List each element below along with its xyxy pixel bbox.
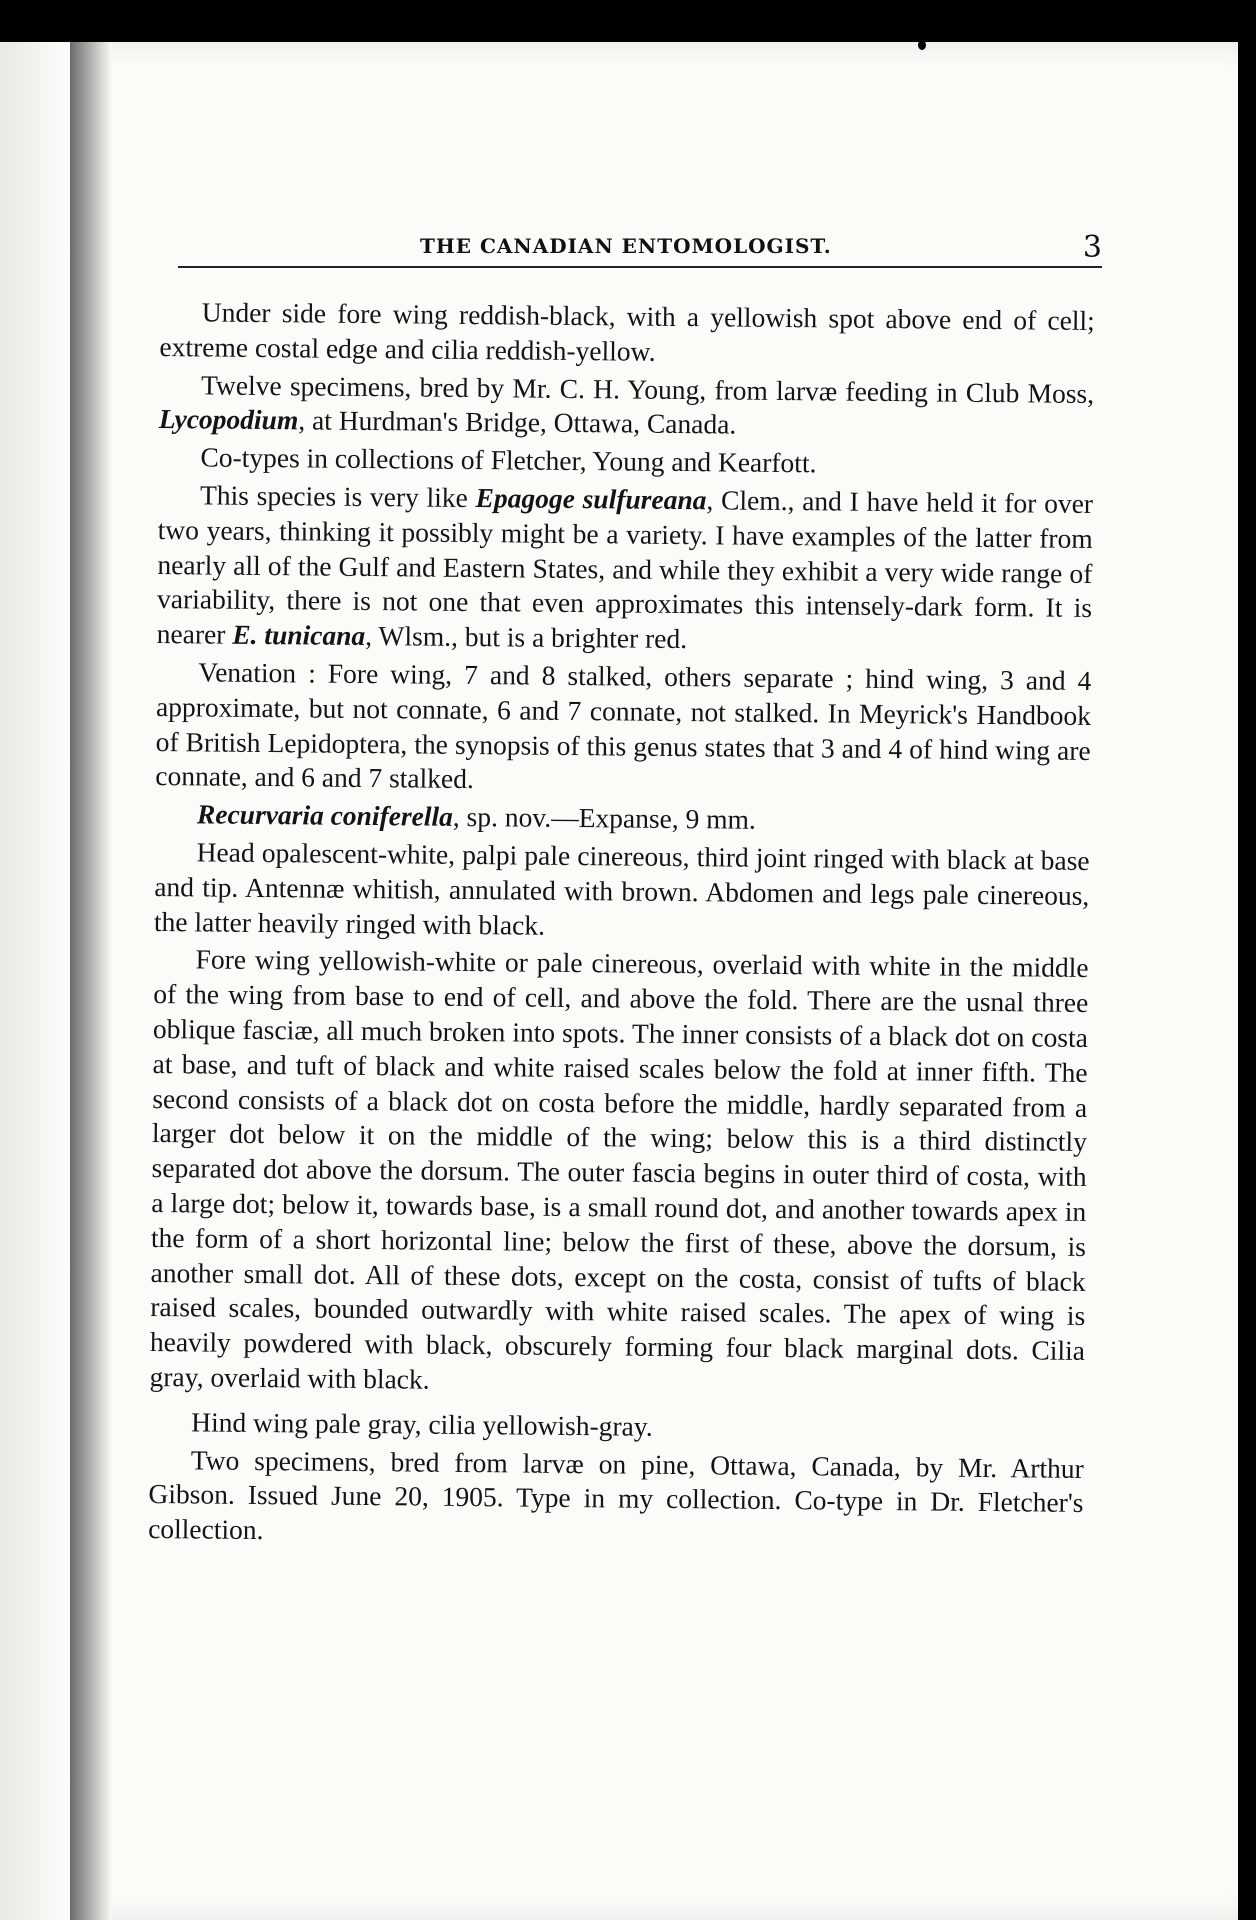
binding-shadow: [70, 42, 112, 1920]
text-run: Twelve specimens, bred by Mr. C. H. Young, from larvæ feeding in Club Moss,: [200, 368, 1095, 409]
paragraph-p5: [155, 655, 1091, 803]
scan-speck: [918, 40, 926, 50]
text-run: This species is very like: [199, 479, 476, 514]
text-run: , at Hurdman's Bridge, Ottawa, Canada.: [298, 404, 737, 440]
text-run: , Clem., and I have held it for over two years, thinking it possibly might be a variety. I have examples of the latter from nearly all of the Gulf and Eastern States, and while they exhibit a very wide range of variability, there is not one that even approximates this intensely-dark form. It is nearer: [156, 484, 1094, 650]
text-run: Venation : Fore wing, 7 and 8 stalked, others separate ; hind wing, 3 and 4 approximate, but not connate, 6 and 7 connate, not stalked. In Meyrick's Handbook of British Lepidoptera, the synopsis of this genus states that 3 and 4 of hind wing are connate, and 6 and 7 stalked.: [155, 656, 1092, 795]
text-run: Co-types in collections of Fletcher, Young and Kearfott.: [200, 441, 817, 479]
text-run: Hind wing pale gray, cilia yellowish-gray.: [191, 1406, 653, 1442]
text-run: Two specimens, bred from larvæ on pine, Ottawa, Canada, by Mr. Arthur Gibson. Issued June 20, 1905. Type in my collection. Co-type in Dr. Fletcher's collection.: [148, 1443, 1084, 1546]
running-title: THE CANADIAN ENTOMOLOGIST.: [420, 234, 832, 258]
paragraph-p1: [159, 295, 1095, 374]
text-run: , sp. nov.—Expanse, 9 mm.: [452, 800, 757, 835]
paragraph-p4: [157, 478, 1094, 661]
italic-term: Lycopodium: [158, 403, 299, 436]
paragraph-p6: [155, 797, 1090, 841]
paragraph-p3: [158, 440, 1093, 484]
italic-term: Recurvaria coniferella: [196, 798, 454, 832]
italic-term: Epagoge sulfureana: [475, 482, 707, 516]
paragraph-p9: [149, 1405, 1084, 1449]
paragraph-p10: [148, 1442, 1084, 1555]
text-run: Head opalescent-white, palpi pale cinereous, third joint ringed with black at base and tip. Antennæ whitish, annulated with brown. Abdomen and legs pale cinereous, the latter heavily ringed with black.: [153, 836, 1090, 941]
paragraph-p7: [154, 835, 1090, 948]
page-header: [420, 230, 1100, 270]
text-run: , Wlsm., but is a brighter red.: [365, 620, 688, 655]
page-number: 3: [1082, 230, 1102, 265]
article-body: [148, 295, 1095, 1559]
paragraph-p8: [149, 942, 1088, 1403]
italic-term: E. tunicana: [232, 618, 366, 652]
header-rule: [178, 266, 1102, 268]
text-run: Under side fore wing reddish-black, with a yellowish spot above end of cell; extreme costal edge and cilia reddish-yellow.: [159, 296, 1095, 367]
text-run: Fore wing yellowish-white or pale cinereous, overlaid with white in the middle of the wing from base to end of cell, and above the fold. There are the usnal three oblique fasciæ, all much broken into spots. The inner consists of a black dot on costa at base, and tuft of black and white raised scales below the fold at inner fifth. The second consists of a black dot on costa before the middle, hardly separated from a larger dot below it on the middle of the wing; below this is a third distinctly separated dot above the dorsum. The outer fascia begins in outer third of costa, with a large dot; below it, towards base, is a small round dot, and another towards apex in the form of a short horizontal line; below the first of these, above the dorsum, is another small dot. All of these dots, except on the costa, consist of tufts of black raised scales, bounded outwardly with white raised scales. The apex of wing is heavily powdered with black, obscurely forming four black marginal dots. Cilia gray, overlaid with black.: [149, 943, 1089, 1395]
page-gutter: [0, 42, 70, 1920]
paragraph-p2: [159, 368, 1095, 447]
